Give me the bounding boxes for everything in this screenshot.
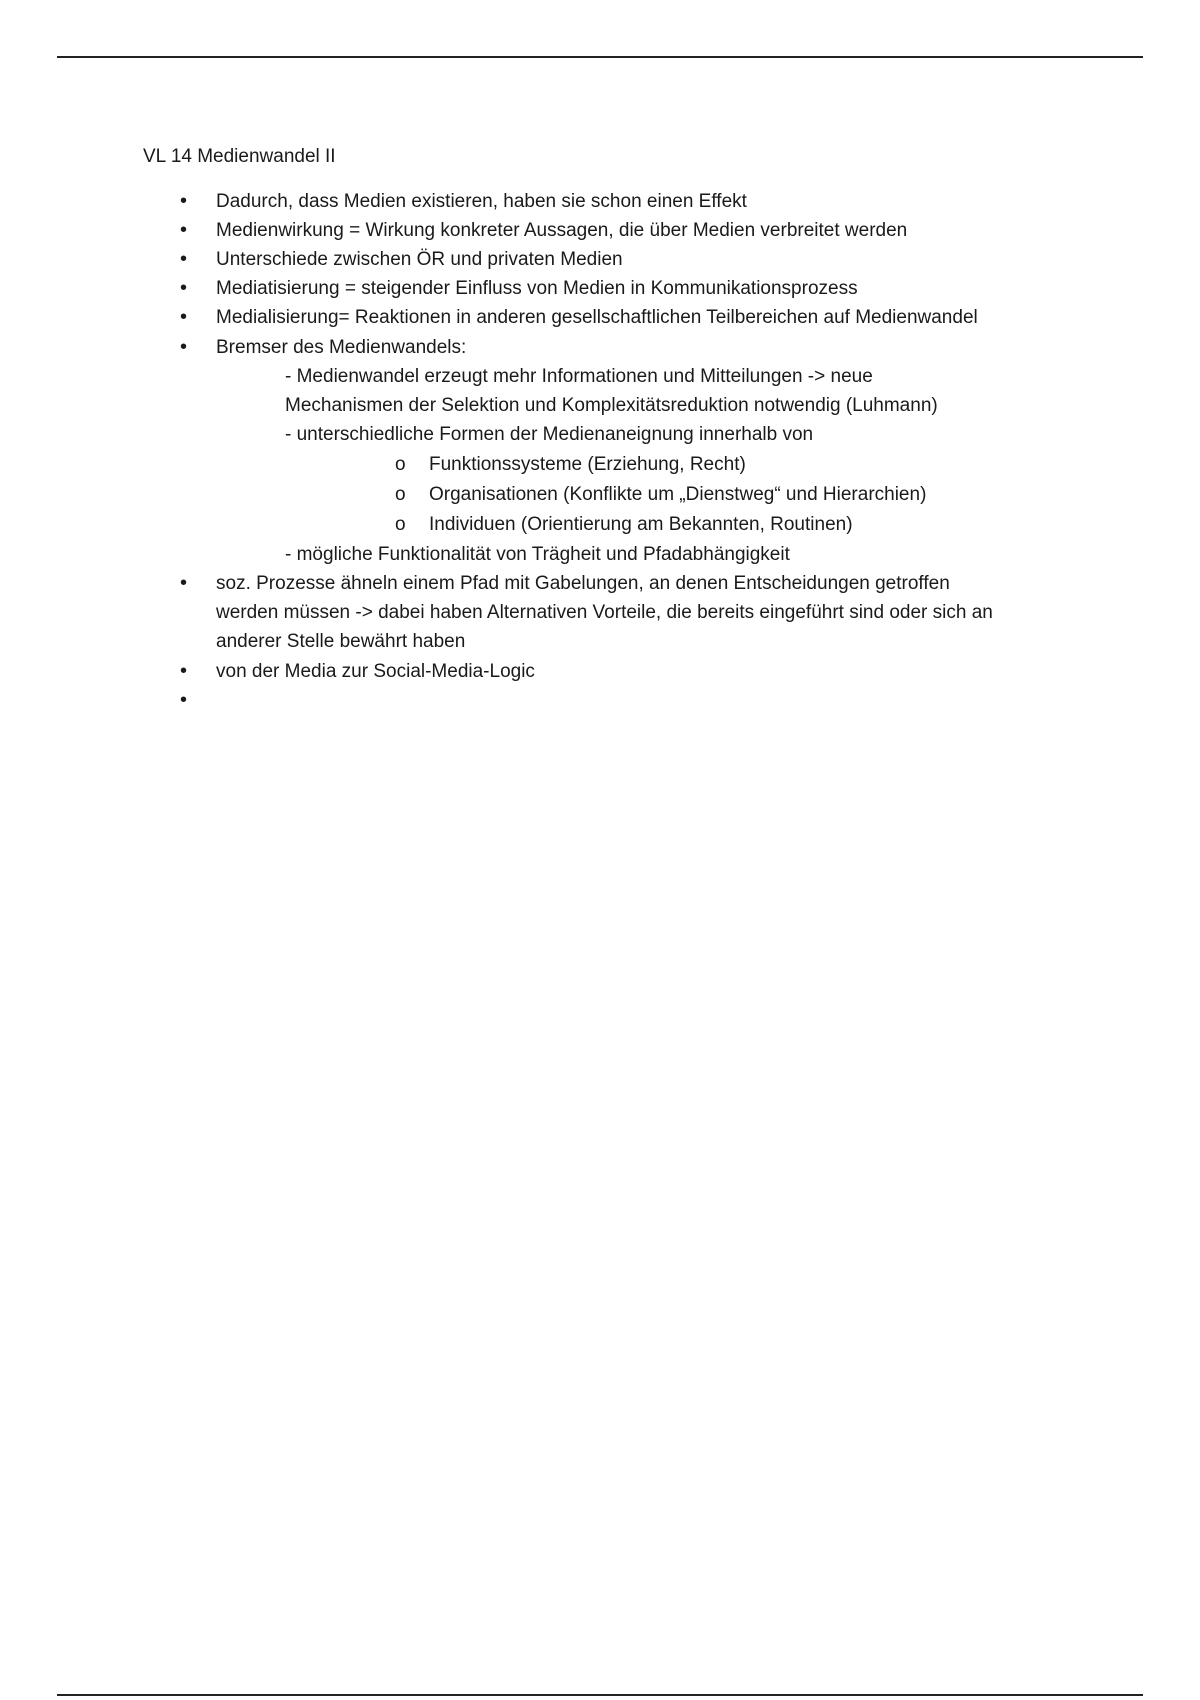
- brake-line: Mechanismen der Selektion und Komplexitätsreduktion notwendig (Luhmann): [285, 395, 938, 416]
- brake-line: - unterschiedliche Formen der Medienaneignung innerhalb von: [285, 424, 814, 445]
- bullet-marker: •: [180, 219, 188, 241]
- brake-line: - mögliche Funktionalität von Trägheit und Pfadabhängigkeit: [285, 544, 790, 565]
- list-item: Bremser des Medienwandels:: [216, 337, 467, 358]
- sub-bullet-marker: o: [395, 454, 406, 475]
- sub-list-item: Funktionssysteme (Erziehung, Recht): [429, 454, 746, 475]
- bullet-marker: •: [180, 336, 188, 358]
- bullet-marker: •: [180, 660, 188, 682]
- bullet-marker: •: [180, 190, 188, 212]
- sub-bullet-marker: o: [395, 484, 406, 505]
- list-item: Unterschiede zwischen ÖR und privaten Medien: [216, 249, 623, 270]
- sub-bullet-marker: o: [395, 514, 406, 535]
- list-item-continuation: anderer Stelle bewährt haben: [216, 631, 466, 652]
- sub-list-item: Organisationen (Konflikte um „Dienstweg“ und Hierarchien): [429, 484, 927, 505]
- sub-list-item: Individuen (Orientierung am Bekannten, Routinen): [429, 514, 853, 535]
- footer-rule: [57, 1694, 1143, 1696]
- bullet-marker: •: [180, 277, 188, 299]
- list-item: soz. Prozesse ähneln einem Pfad mit Gabelungen, an denen Entscheidungen getroffen: [216, 573, 950, 594]
- list-item: Dadurch, dass Medien existieren, haben sie schon einen Effekt: [216, 191, 747, 212]
- header-rule: [57, 56, 1143, 58]
- bullet-marker: •: [180, 572, 188, 594]
- brake-line: - Medienwandel erzeugt mehr Informationen und Mitteilungen -> neue: [285, 366, 873, 387]
- bullet-marker: •: [180, 248, 188, 270]
- list-item: Mediatisierung = steigender Einfluss von Medien in Kommunikationsprozess: [216, 278, 858, 299]
- bullet-marker: •: [180, 306, 188, 328]
- list-item: Medienwirkung = Wirkung konkreter Aussagen, die über Medien verbreitet werden: [216, 220, 908, 241]
- list-item: Medialisierung= Reaktionen in anderen gesellschaftlichen Teilbereichen auf Medienwandel: [216, 307, 978, 328]
- list-item-continuation: werden müssen -> dabei haben Alternativen Vorteile, die bereits eingeführt sind oder sich an: [216, 602, 993, 623]
- empty-bullet-marker: •: [180, 689, 188, 711]
- document-title: VL 14 Medienwandel II: [143, 146, 336, 167]
- list-item: von der Media zur Social-Media-Logic: [216, 661, 535, 682]
